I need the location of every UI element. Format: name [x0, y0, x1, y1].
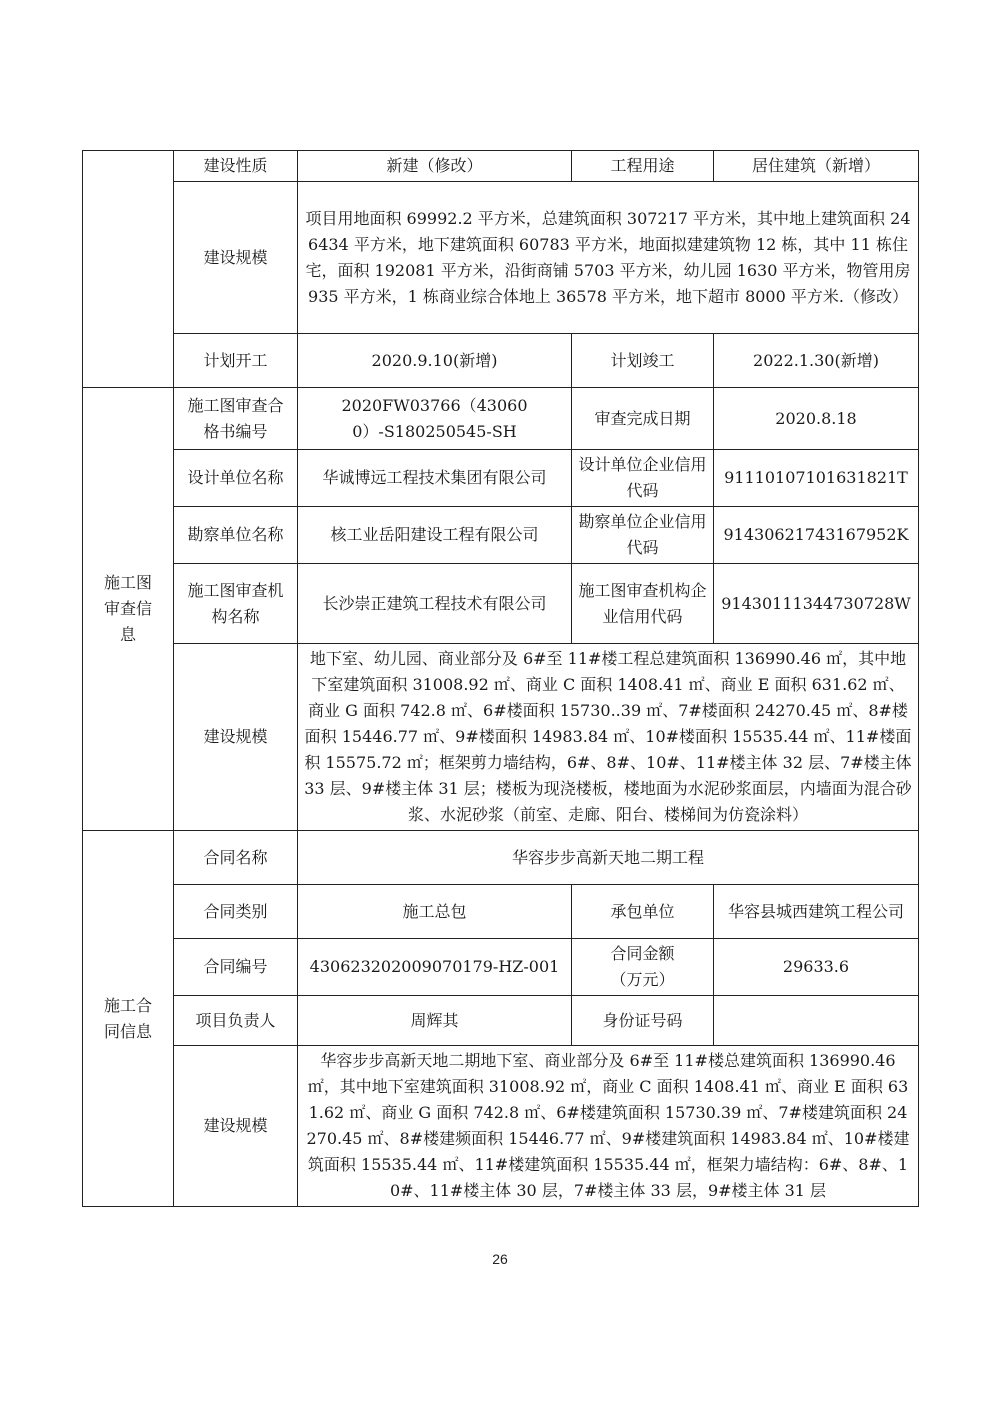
contract-type-value: 施工总包 [298, 885, 572, 939]
id-label: 身份证号码 [572, 996, 714, 1046]
manager-value: 周辉其 [298, 996, 572, 1046]
contract-name-label: 合同名称 [174, 831, 298, 885]
scale2-value: 地下室、幼儿园、商业部分及 6#至 11#楼工程总建筑面积 136990.46 ㎡，其中地下室建筑面积 31008.92 ㎡、商业 C 面积 1408.41 ㎡、商业 E 面积 631.62 ㎡、商业 G 面积 742.8 ㎡、6#楼面积 15730..39 ㎡、7#楼面积 24270.45 ㎡、8#楼面积 15446.77 ㎡、9#楼面积 14983.84 ㎡、10#楼面积 15535.44 ㎡、11#楼面积 15575.72 ㎡；框架剪力墙结构，6#、8#、10#、11#楼主体 32 层、7#楼主体 33 层、9#楼主体 31 层；楼板为现浇楼板，楼地面为水泥砂浆面层，内墙面为混合砂浆、水泥砂浆（前室、走廊、阳台、楼梯间为仿瓷涂料） [298, 644, 919, 831]
contractor-label: 承包单位 [572, 885, 714, 939]
survey-unit-value: 核工业岳阳建设工程有限公司 [298, 507, 572, 564]
usage-value: 居住建筑（新增） [714, 151, 919, 182]
cert-label: 施工图审查合格书编号 [174, 388, 298, 450]
contractor-value: 华容县城西建筑工程公司 [714, 885, 919, 939]
end-value: 2022.1.30(新增) [714, 334, 919, 388]
design-credit-value: 91110107101631821T [714, 450, 919, 507]
start-value: 2020.9.10(新增) [298, 334, 572, 388]
review-org-value: 长沙崇正建筑工程技术有限公司 [298, 564, 572, 644]
nature-label: 建设性质 [174, 151, 298, 182]
contract-type-label: 合同类别 [174, 885, 298, 939]
scale1-label: 建设规模 [174, 182, 298, 334]
section2-group-label: 施工图审查信息 [83, 388, 174, 831]
amount-value: 29633.6 [714, 939, 919, 996]
review-date-label: 审查完成日期 [572, 388, 714, 450]
id-value [714, 996, 919, 1046]
review-date-value: 2020.8.18 [714, 388, 919, 450]
contract-no-value: 430623202009070179-HZ-001 [298, 939, 572, 996]
contract-no-label: 合同编号 [174, 939, 298, 996]
survey-unit-label: 勘察单位名称 [174, 507, 298, 564]
start-label: 计划开工 [174, 334, 298, 388]
contract-name-value: 华容步步高新天地二期工程 [298, 831, 919, 885]
survey-credit-label: 勘察单位企业信用代码 [572, 507, 714, 564]
section3-group-label: 施工合同信息 [83, 831, 174, 1207]
page-number: 26 [492, 1251, 508, 1267]
info-table [82, 150, 919, 1207]
scale3-value: 华容步步高新天地二期地下室、商业部分及 6#至 11#楼总建筑面积 136990.46 ㎡，其中地下室建筑面积 31008.92 ㎡，商业 C 面积 1408.41 ㎡、商业 E 面积 631.62 ㎡、商业 G 面积 742.8 ㎡、6#楼建筑面积 15730.39 ㎡、7#楼建筑面积 24270.45 ㎡、8#楼建频面积 15446.77 ㎡、9#楼建筑面积 14983.84 ㎡、10#楼建筑面积 15535.44 ㎡、11#楼建筑面积 15535.44 ㎡，框架力墙结构：6#、8#、10#、11#楼主体 30 层，7#楼主体 33 层，9#楼主体 31 层 [298, 1046, 919, 1207]
scale1-value: 项目用地面积 69992.2 平方米，总建筑面积 307217 平方米，其中地上建筑面积 246434 平方米，地下建筑面积 60783 平方米，地面拟建建筑物 12 栋，其中 11 栋住宅，面积 192081 平方米，沿街商铺 5703 平方米，幼儿园 1630 平方米，物管用房 935 平方米，1 栋商业综合体地上 36578 平方米，地下超市 8000 平方米.（修改） [298, 182, 919, 334]
section1-group-cell [83, 151, 174, 388]
review-org-credit-label: 施工图审查机构企业信用代码 [572, 564, 714, 644]
design-credit-label: 设计单位企业信用代码 [572, 450, 714, 507]
survey-credit-value: 91430621743167952K [714, 507, 919, 564]
cert-value: 2020FW03766（430600）-S180250545-SH [298, 388, 572, 450]
end-label: 计划竣工 [572, 334, 714, 388]
usage-label: 工程用途 [572, 151, 714, 182]
amount-label: 合同金额（万元） [572, 939, 714, 996]
review-org-label: 施工图审查机构名称 [174, 564, 298, 644]
manager-label: 项目负责人 [174, 996, 298, 1046]
design-unit-label: 设计单位名称 [174, 450, 298, 507]
scale2-label: 建设规模 [174, 644, 298, 831]
review-org-credit-value: 91430111344730728W [714, 564, 919, 644]
scale3-label: 建设规模 [174, 1046, 298, 1207]
design-unit-value: 华诚博远工程技术集团有限公司 [298, 450, 572, 507]
nature-value: 新建（修改） [298, 151, 572, 182]
